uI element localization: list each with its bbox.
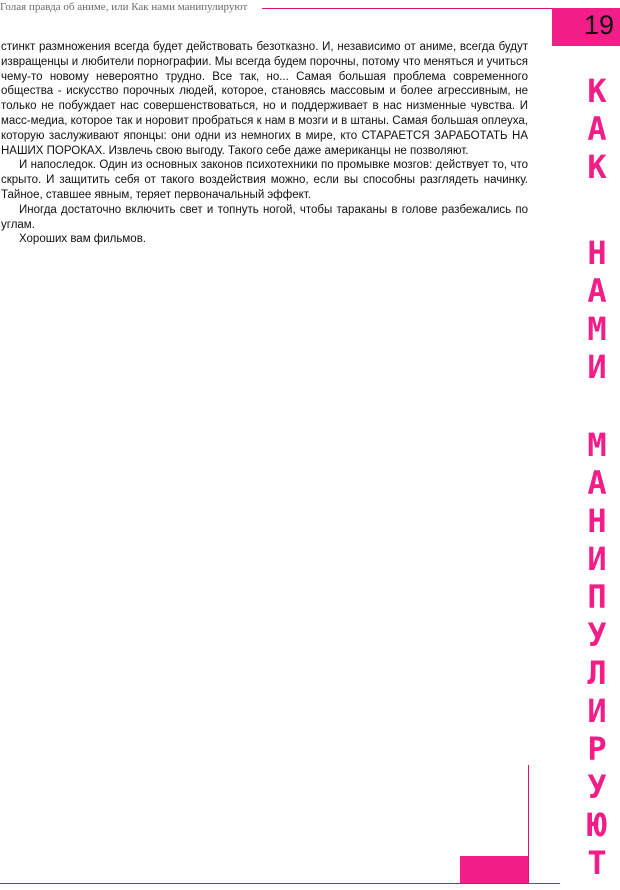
page-number: 19 bbox=[583, 10, 614, 40]
side-title-glyph: А bbox=[587, 110, 607, 148]
footer-rule bbox=[0, 883, 560, 884]
side-title-glyph: А bbox=[587, 272, 607, 310]
side-rule bbox=[528, 765, 529, 883]
side-title-glyph: И bbox=[587, 348, 607, 386]
side-title-glyph: И bbox=[587, 540, 607, 578]
side-title-glyph: У bbox=[587, 768, 607, 806]
paragraph-3: Иногда достаточно включить свет и топнуть ногой, чтобы тараканы в голове разбежались по углам. bbox=[1, 203, 528, 231]
side-title-glyph: У bbox=[587, 616, 607, 654]
running-title: Голая правда об аниме, или Как нами манипулируют bbox=[0, 1, 248, 13]
header-rule bbox=[262, 8, 552, 9]
vertical-side-title bbox=[574, 72, 620, 890]
side-title-glyph: К bbox=[587, 148, 607, 186]
paragraph-4: Хороших вам фильмов. bbox=[19, 233, 146, 246]
side-title-glyph: М bbox=[587, 426, 607, 464]
paragraph-2: И напоследок. Один из основных законов психотехники по промывке мозгов: действует то, что скрыто. И защитить себя от такого воздействия можно, если вы способны разглядеть начинку. Тайное, ставшее явным, теряет первоначальный эффект. bbox=[1, 159, 528, 201]
body-text bbox=[1, 40, 528, 247]
side-title-glyph: Н bbox=[587, 502, 607, 540]
side-title-glyph: Ю bbox=[587, 806, 607, 844]
side-title-glyph: А bbox=[587, 464, 607, 502]
side-title-glyph: П bbox=[587, 578, 607, 616]
side-title-glyph: Л bbox=[587, 654, 607, 692]
footer-accent-block bbox=[460, 856, 528, 883]
side-title-glyph: Н bbox=[587, 234, 607, 272]
side-title-glyph: К bbox=[587, 72, 607, 110]
side-title-glyph: Р bbox=[587, 730, 607, 768]
side-title-glyph: И bbox=[587, 692, 607, 730]
side-title-glyph: М bbox=[587, 310, 607, 348]
paragraph-1: стинкт размножения всегда будет действовать безотказно. И, независимо от аниме, всегда будут извращенцы и любители порнографии. Мы всегда будем порочны, потому что меняться и учиться чему-то новому невероятно трудно. Все так, но... Самая большая проблема современного общества - искусство порочных людей, которое, становясь массовым и более агрессивным, не только не побуждает нас совершенствоваться, но и поддерживает в нас низменные чувства. И масс-медиа, которое так и норовит пробраться к нам в мозги и в штаны. Самая большая оплеуха, которую заслуживают японцы: они одни из немногих в мире, кто СТАРАЕТСЯ ЗАРАБОТАТЬ НА НАШИХ ПОРОКАХ. Извлечь свою выгоду. Такого себе даже американцы не позволяют. bbox=[1, 41, 528, 157]
side-title-glyph: Т bbox=[587, 844, 607, 882]
